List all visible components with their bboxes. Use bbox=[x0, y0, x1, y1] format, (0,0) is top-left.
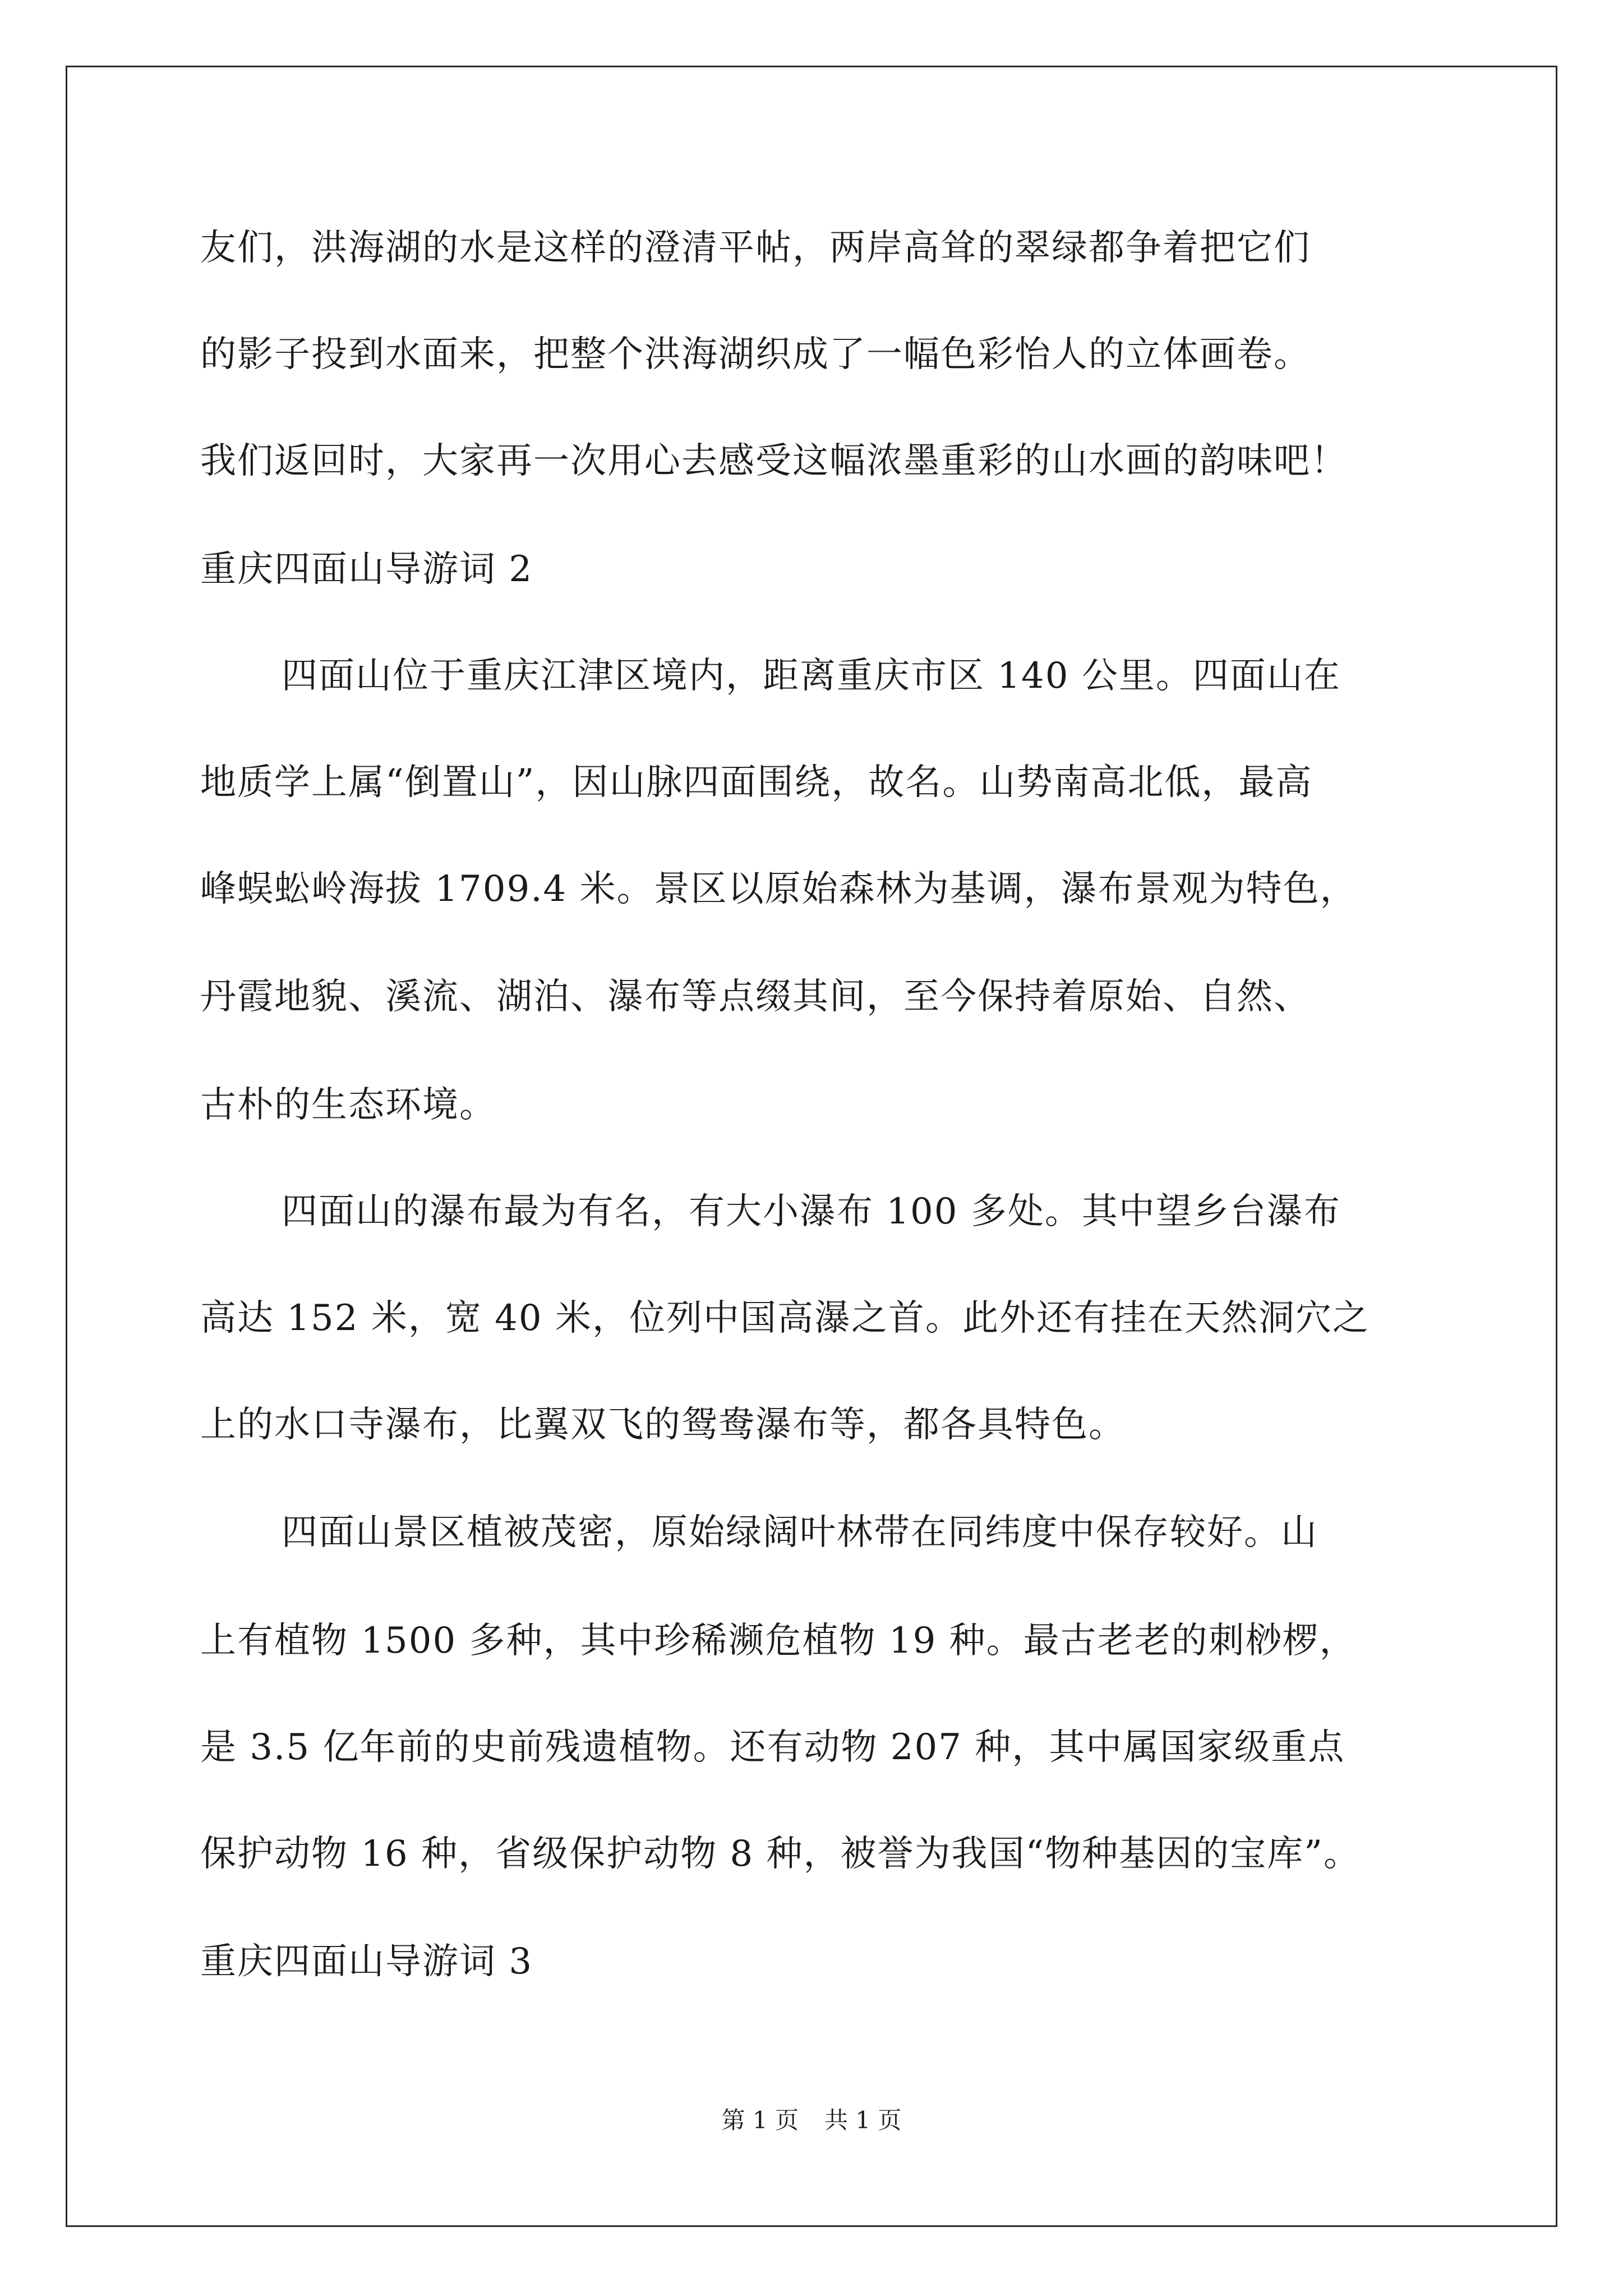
paragraph-line: 是 3.5 亿年前的史前残遗植物。还有动物 207 种，其中属国家级重点 bbox=[200, 1727, 1345, 1768]
paragraph-line: 地质学上属“倒置山”，因山脉四面围绕，故名。山势南高北低，最高 bbox=[200, 762, 1313, 803]
section-heading: 重庆四面山导游词 2 bbox=[200, 549, 533, 590]
paragraph-line: 四面山位于重庆江津区境内，距离重庆市区 140 公里。四面山在 bbox=[282, 655, 1341, 697]
page-border bbox=[66, 66, 1557, 2227]
paragraph-line: 我们返回时，大家再一次用心去感受这幅浓墨重彩的山水画的韵味吧！ bbox=[200, 440, 1348, 482]
paragraph-line: 四面山景区植被茂密，原始绿阔叶林带在同纬度中保存较好。山 bbox=[282, 1512, 1318, 1553]
paragraph-line: 保护动物 16 种，省级保护动物 8 种，被誉为我国“物种基因的宝库”。 bbox=[200, 1833, 1361, 1875]
paragraph-line: 古朴的生态环境。 bbox=[200, 1084, 496, 1126]
paragraph-line: 高达 152 米，宽 40 米，位列中国高瀑之首。此外还有挂在天然洞穴之 bbox=[200, 1297, 1370, 1339]
paragraph-line: 的影子投到水面来，把整个洪海湖织成了一幅色彩怡人的立体画卷。 bbox=[200, 334, 1311, 375]
paragraph-line: 友们，洪海湖的水是这样的澄清平帖，两岸高耸的翠绿都争着把它们 bbox=[200, 227, 1311, 269]
paragraph-line: 丹霞地貌、溪流、湖泊、瀑布等点缀其间，至今保持着原始、自然、 bbox=[200, 976, 1311, 1018]
section-heading: 重庆四面山导游词 3 bbox=[200, 1941, 533, 1982]
paragraph-line: 上的水口寺瀑布，比翼双飞的鸳鸯瀑布等，都各具特色。 bbox=[200, 1404, 1126, 1446]
page-total: 共 1 页 bbox=[824, 2106, 902, 2134]
paragraph-line: 四面山的瀑布最为有名，有大小瀑布 100 多处。其中望乡台瀑布 bbox=[282, 1191, 1341, 1232]
page-number: 第 1 页 bbox=[721, 2106, 799, 2134]
paragraph-line: 峰蜈蚣岭海拔 1709.4 米。景区以原始森林为基调，瀑布景观为特色， bbox=[200, 868, 1357, 910]
page-footer bbox=[0, 2105, 1623, 2136]
paragraph-line: 上有植物 1500 多种，其中珍稀濒危植物 19 种。最古老老的刺桫椤， bbox=[200, 1620, 1357, 1662]
